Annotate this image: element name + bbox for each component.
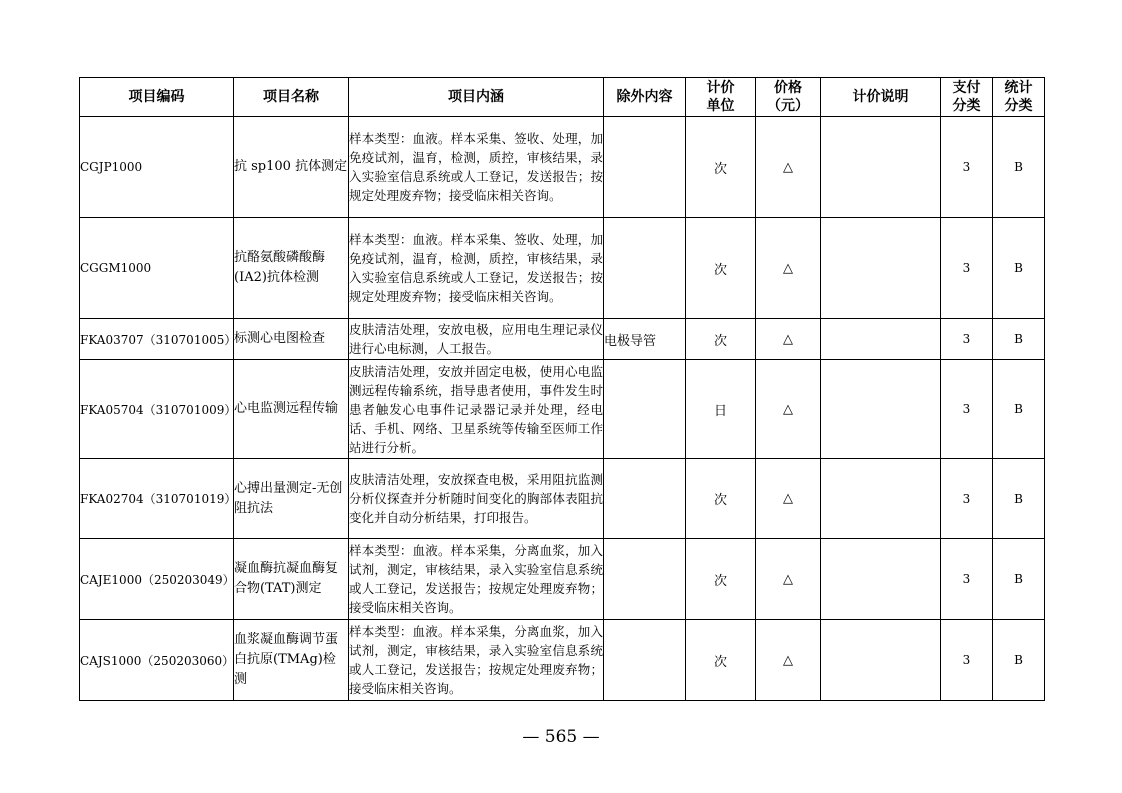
header-stat-line1: 统计 xyxy=(1004,80,1033,96)
header-pay xyxy=(941,78,993,117)
cell-unit: 次 xyxy=(686,539,756,620)
cell-pay: 3 xyxy=(941,117,993,218)
header-stat xyxy=(993,78,1045,117)
header-price-line2: （元） xyxy=(767,98,809,114)
cell-unit: 次 xyxy=(686,459,756,539)
cell-content: 皮肤清洁处理，安放探查电极，采用阻抗监测分析仪探查并分析随时间变化的胸部体表阻抗变化并自动分析结果，打印报告。 xyxy=(349,459,604,539)
header-unit xyxy=(686,78,756,117)
cell-unit: 次 xyxy=(686,319,756,360)
cell-code: FKA03707（310701005） xyxy=(80,319,234,360)
cell-code: CGGM1000 xyxy=(80,218,234,319)
cell-exclusions xyxy=(604,539,686,620)
header-stat-line2: 分类 xyxy=(1004,98,1033,114)
cell-name: 抗 sp100 抗体测定 xyxy=(234,117,349,218)
cell-exclusions xyxy=(604,117,686,218)
header-name: 项目名称 xyxy=(234,78,349,117)
cell-exclusions xyxy=(604,459,686,539)
cell-price: △ xyxy=(756,218,821,319)
cell-note xyxy=(821,360,941,459)
cell-pay: 3 xyxy=(941,539,993,620)
cell-code: CGJP1000 xyxy=(80,117,234,218)
cell-exclusions xyxy=(604,620,686,701)
cell-content: 样本类型：血液。样本采集，分离血浆，加入试剂，测定，审核结果，录入实验室信息系统或人工登记，发送报告；按规定处理废弃物；接受临床相关咨询。 xyxy=(349,539,604,620)
cell-price: △ xyxy=(756,620,821,701)
cell-pay: 3 xyxy=(941,459,993,539)
cell-note xyxy=(821,218,941,319)
header-price-line1: 价格 xyxy=(774,80,802,96)
cell-content: 样本类型：血液。样本采集、签收、处理，加免疫试剂，温育，检测，质控，审核结果，录入实验室信息系统或人工登记，发送报告；按规定处理废弃物；接受临床相关咨询。 xyxy=(349,117,604,218)
cell-stat: B xyxy=(993,117,1045,218)
cell-stat: B xyxy=(993,539,1045,620)
header-price xyxy=(756,78,821,117)
header-pay-line2: 分类 xyxy=(952,98,981,114)
cell-stat: B xyxy=(993,218,1045,319)
cell-code: FKA02704（310701019） xyxy=(80,459,234,539)
pricing-table xyxy=(79,77,1045,701)
cell-name: 标测心电图检查 xyxy=(234,319,349,360)
cell-name: 抗酪氨酸磷酸酶(IA2)抗体检测 xyxy=(234,218,349,319)
header-pricing-note: 计价说明 xyxy=(821,78,941,117)
cell-content: 样本类型：血液。样本采集，分离血浆，加入试剂，测定，审核结果，录入实验室信息系统或人工登记，发送报告；按规定处理废弃物；接受临床相关咨询。 xyxy=(349,620,604,701)
cell-stat: B xyxy=(993,459,1045,539)
cell-code: CAJE1000（250203049） xyxy=(80,539,234,620)
cell-stat: B xyxy=(993,360,1045,459)
table-row xyxy=(80,319,1045,360)
cell-pay: 3 xyxy=(941,360,993,459)
table-row xyxy=(80,360,1045,459)
cell-pay: 3 xyxy=(941,319,993,360)
cell-note xyxy=(821,459,941,539)
cell-unit: 次 xyxy=(686,218,756,319)
cell-name: 血浆凝血酶调节蛋白抗原(TMAg)检测 xyxy=(234,620,349,701)
cell-stat: B xyxy=(993,620,1045,701)
cell-name: 心搏出量测定-无创阻抗法 xyxy=(234,459,349,539)
table-row xyxy=(80,218,1045,319)
header-content: 项目内涵 xyxy=(349,78,604,117)
cell-unit: 日 xyxy=(686,360,756,459)
header-unit-line2: 单位 xyxy=(706,98,735,114)
cell-name: 心电监测远程传输 xyxy=(234,360,349,459)
page-number: — 565 — xyxy=(522,727,600,747)
cell-note xyxy=(821,620,941,701)
cell-code: FKA05704（310701009） xyxy=(80,360,234,459)
cell-note xyxy=(821,319,941,360)
cell-exclusions xyxy=(604,360,686,459)
table-row xyxy=(80,539,1045,620)
cell-pay: 3 xyxy=(941,620,993,701)
cell-exclusions xyxy=(604,218,686,319)
cell-note xyxy=(821,539,941,620)
header-pay-line1: 支付 xyxy=(952,80,981,96)
cell-price: △ xyxy=(756,319,821,360)
table-row xyxy=(80,117,1045,218)
cell-price: △ xyxy=(756,539,821,620)
cell-unit: 次 xyxy=(686,117,756,218)
cell-code: CAJS1000（250203060） xyxy=(80,620,234,701)
cell-unit: 次 xyxy=(686,620,756,701)
cell-pay: 3 xyxy=(941,218,993,319)
cell-price: △ xyxy=(756,459,821,539)
cell-price: △ xyxy=(756,117,821,218)
header-unit-line1: 计价 xyxy=(706,80,735,96)
table-row xyxy=(80,459,1045,539)
header-row xyxy=(80,78,1045,117)
cell-note xyxy=(821,117,941,218)
cell-content: 样本类型：血液。样本采集、签收、处理，加免疫试剂，温育，检测，质控，审核结果，录入实验室信息系统或人工登记，发送报告；按规定处理废弃物；接受临床相关咨询。 xyxy=(349,218,604,319)
cell-exclusions: 电极导管 xyxy=(604,319,686,360)
header-code: 项目编码 xyxy=(80,78,234,117)
table-row xyxy=(80,620,1045,701)
cell-name: 凝血酶抗凝血酶复合物(TAT)测定 xyxy=(234,539,349,620)
cell-content: 皮肤清洁处理，安放电极，应用电生理记录仪进行心电标测，人工报告。 xyxy=(349,319,604,360)
cell-content: 皮肤清洁处理，安放并固定电极，使用心电监测远程传输系统，指导患者使用，事件发生时患者触发心电事件记录器记录并处理，经电话、手机、网络、卫星系统等传输至医师工作站进行分析。 xyxy=(349,360,604,459)
header-exclusions: 除外内容 xyxy=(604,78,686,117)
cell-stat: B xyxy=(993,319,1045,360)
cell-price: △ xyxy=(756,360,821,459)
